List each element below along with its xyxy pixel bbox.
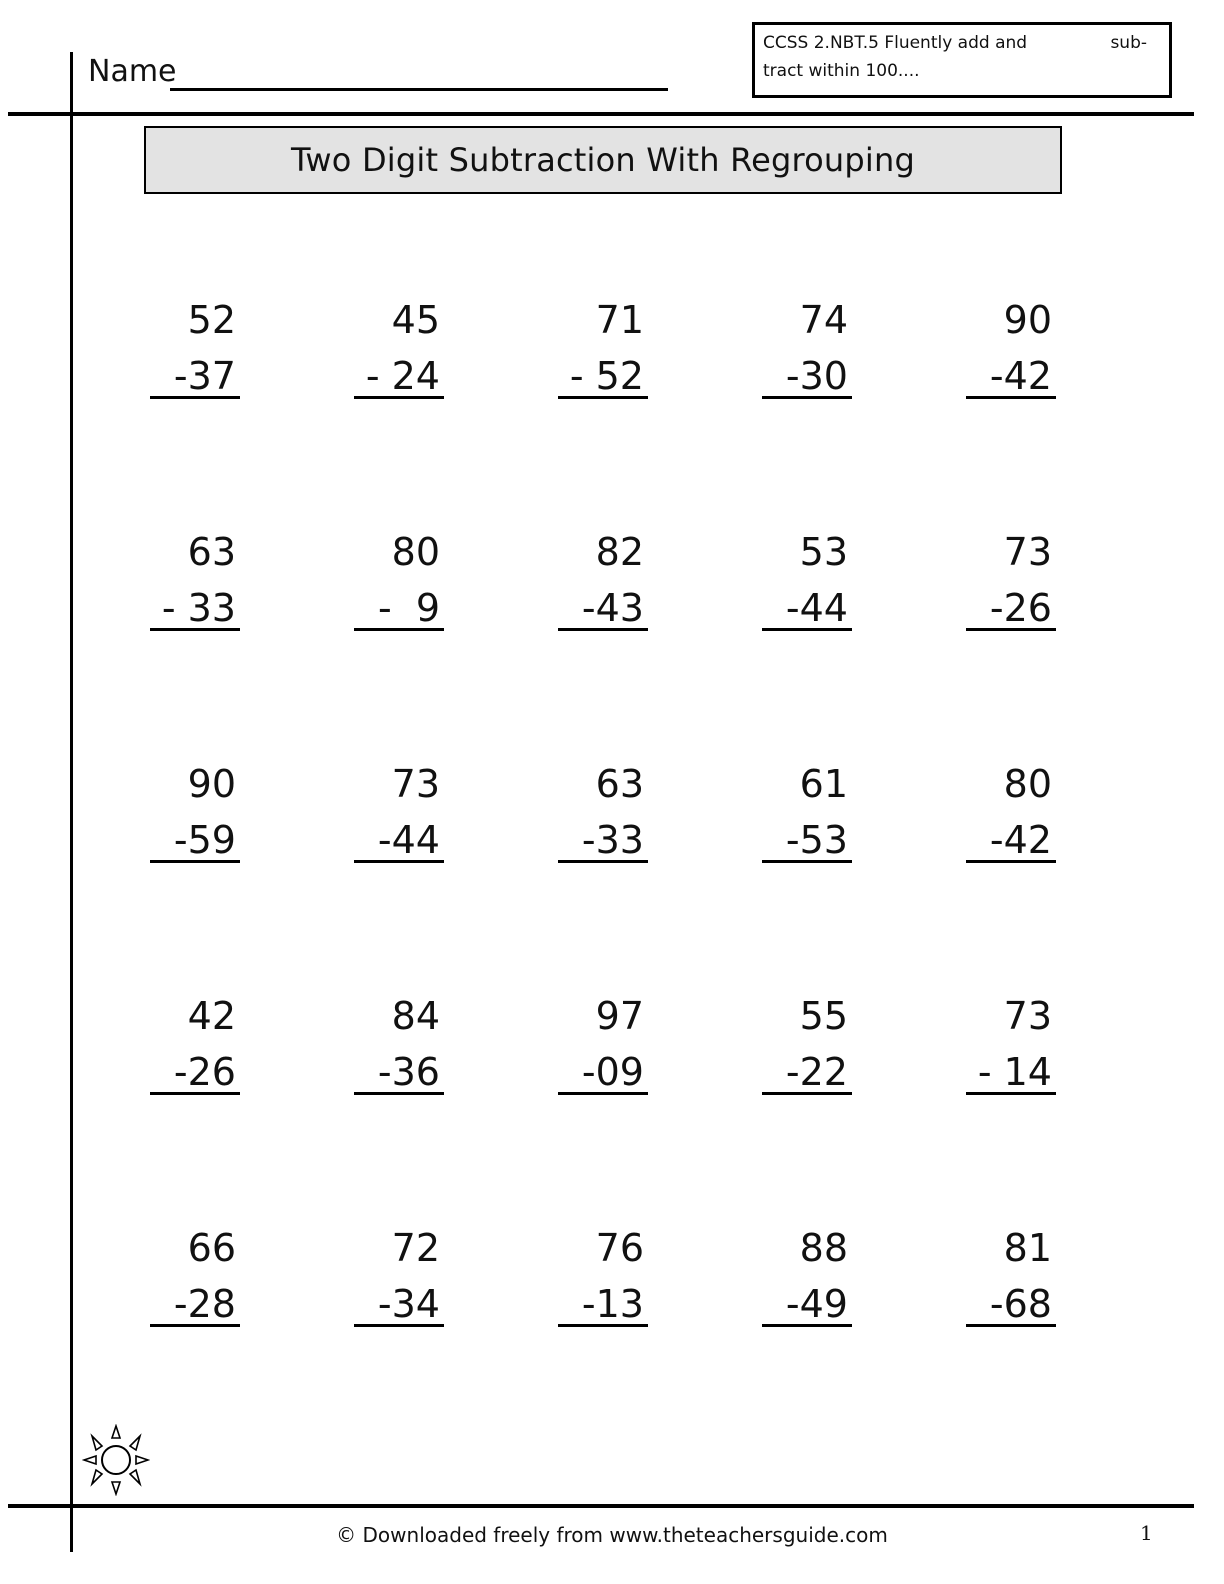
name-blank-line — [170, 88, 668, 91]
minuend: 45 — [391, 298, 440, 342]
subtraction-problem — [966, 996, 1056, 1095]
subtrahend: -09 — [558, 1052, 648, 1095]
page-title: Two Digit Subtraction With Regrouping — [144, 126, 1062, 194]
page-number: 1 — [1140, 1521, 1153, 1545]
subtrahend: - 52 — [558, 356, 648, 399]
minuend: 66 — [187, 1226, 236, 1270]
subtrahend: - 33 — [150, 588, 240, 631]
subtraction-problem — [150, 532, 240, 631]
subtraction-problem — [762, 1228, 852, 1327]
standard-text-hyphenated: sub- — [1110, 33, 1147, 53]
subtraction-problem — [150, 996, 240, 1095]
minuend: 73 — [1003, 530, 1052, 574]
subtraction-problem — [966, 300, 1056, 399]
subtraction-problem — [150, 764, 240, 863]
minuend: 52 — [187, 298, 236, 342]
subtrahend: -30 — [762, 356, 852, 399]
minuend: 88 — [799, 1226, 848, 1270]
standard-text: CCSS 2.NBT.5 Fluently add and — [763, 33, 1028, 53]
subtraction-problem — [762, 996, 852, 1095]
subtrahend: -68 — [966, 1284, 1056, 1327]
subtraction-problem — [150, 1228, 240, 1327]
name-label: Name — [88, 54, 177, 89]
header-divider — [8, 112, 1194, 116]
minuend: 90 — [187, 762, 236, 806]
subtrahend: -36 — [354, 1052, 444, 1095]
subtrahend: - 24 — [354, 356, 444, 399]
minuend: 73 — [1003, 994, 1052, 1038]
minuend: 80 — [391, 530, 440, 574]
subtrahend: -49 — [762, 1284, 852, 1327]
subtrahend: -34 — [354, 1284, 444, 1327]
subtraction-problem — [966, 532, 1056, 631]
subtrahend: -33 — [558, 820, 648, 863]
subtraction-problem — [762, 300, 852, 399]
subtrahend: -44 — [354, 820, 444, 863]
subtrahend: -42 — [966, 356, 1056, 399]
subtraction-problem — [762, 532, 852, 631]
subtrahend: -59 — [150, 820, 240, 863]
sun-icon — [82, 1424, 150, 1496]
minuend: 53 — [799, 530, 848, 574]
subtraction-problem — [558, 996, 648, 1095]
subtraction-problem — [150, 300, 240, 399]
subtraction-problem — [762, 764, 852, 863]
minuend: 71 — [595, 298, 644, 342]
subtraction-problem — [558, 300, 648, 399]
minuend: 72 — [391, 1226, 440, 1270]
subtraction-problem — [966, 764, 1056, 863]
subtraction-problem — [354, 532, 444, 631]
subtrahend: -43 — [558, 588, 648, 631]
minuend: 61 — [799, 762, 848, 806]
minuend: 82 — [595, 530, 644, 574]
subtraction-problem — [354, 996, 444, 1095]
subtraction-problem — [558, 1228, 648, 1327]
minuend: 63 — [595, 762, 644, 806]
subtrahend: -37 — [150, 356, 240, 399]
minuend: 63 — [187, 530, 236, 574]
minuend: 81 — [1003, 1226, 1052, 1270]
subtraction-problem — [354, 300, 444, 399]
subtraction-problem — [354, 1228, 444, 1327]
footer-credit: © Downloaded freely from www.theteachersguide.com — [336, 1523, 888, 1547]
subtrahend: -26 — [966, 588, 1056, 631]
subtrahend: - 14 — [966, 1052, 1056, 1095]
minuend: 90 — [1003, 298, 1052, 342]
standard-box — [752, 22, 1172, 98]
subtrahend: -26 — [150, 1052, 240, 1095]
standard-line-1 — [763, 29, 1161, 57]
minuend: 76 — [595, 1226, 644, 1270]
subtrahend: -44 — [762, 588, 852, 631]
subtrahend: - 9 — [354, 588, 444, 631]
subtrahend: -13 — [558, 1284, 648, 1327]
subtrahend: -53 — [762, 820, 852, 863]
minuend: 80 — [1003, 762, 1052, 806]
margin-vertical-line — [70, 52, 73, 1552]
minuend: 42 — [187, 994, 236, 1038]
minuend: 74 — [799, 298, 848, 342]
standard-line-2: tract within 100.... — [763, 61, 920, 81]
subtraction-problem — [966, 1228, 1056, 1327]
subtraction-problem — [558, 532, 648, 631]
minuend: 55 — [799, 994, 848, 1038]
footer-divider — [8, 1504, 1194, 1508]
subtrahend: -22 — [762, 1052, 852, 1095]
minuend: 97 — [595, 994, 644, 1038]
subtraction-problem — [558, 764, 648, 863]
subtraction-problem — [354, 764, 444, 863]
subtrahend: -28 — [150, 1284, 240, 1327]
minuend: 84 — [391, 994, 440, 1038]
subtrahend: -42 — [966, 820, 1056, 863]
minuend: 73 — [391, 762, 440, 806]
